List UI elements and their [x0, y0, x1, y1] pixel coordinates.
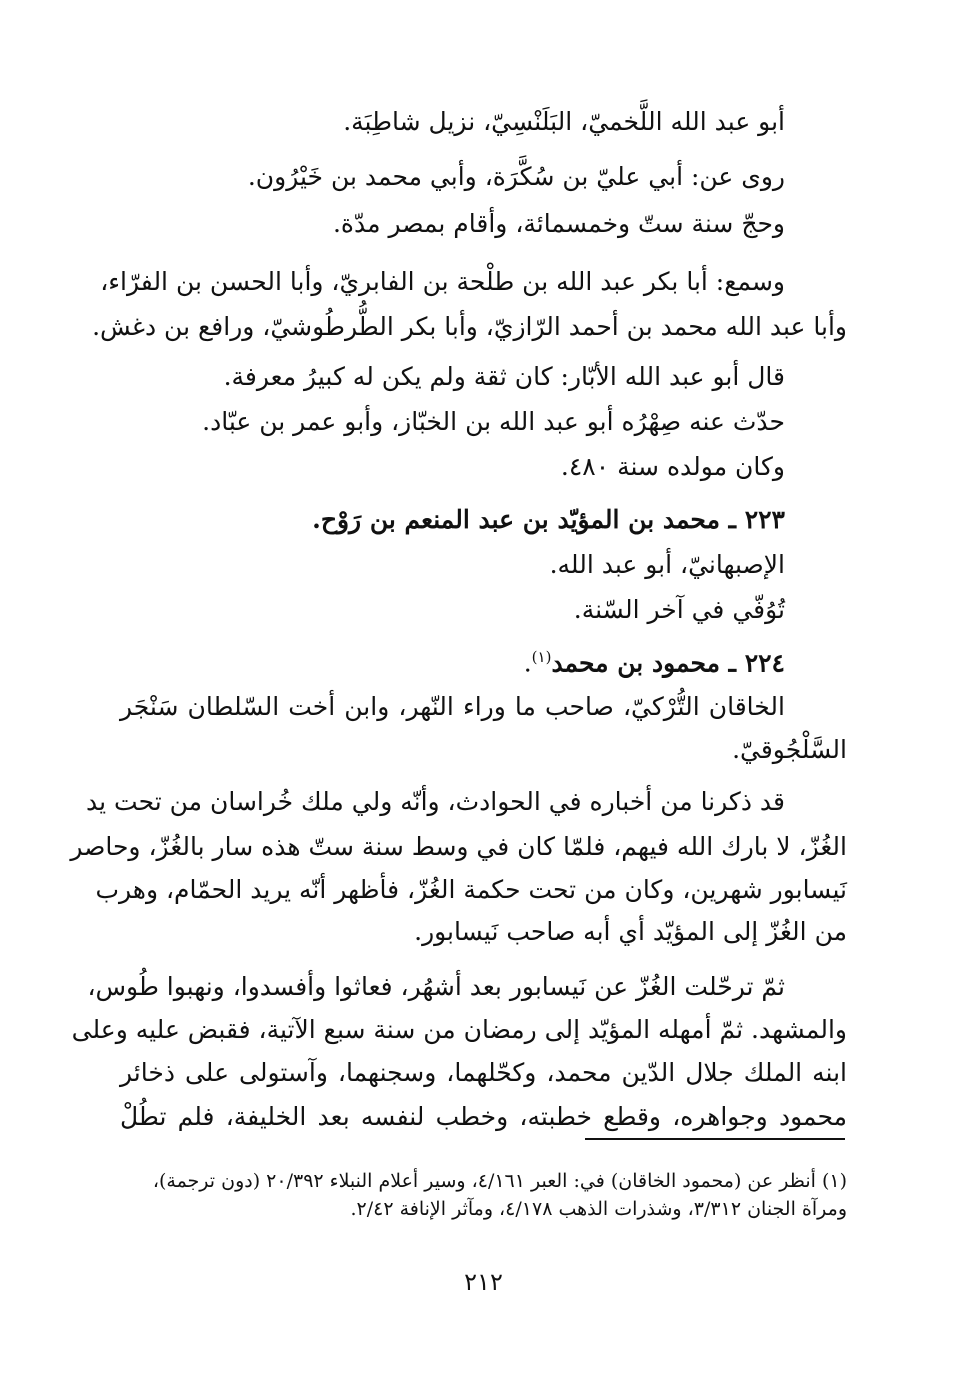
text-line: الإصبهانيّ، أبو عبد الله. — [549, 550, 785, 579]
footnote-marker: (١) — [531, 648, 552, 666]
text-line: وحجّ سنة ستّ وخمسمائة، وأقام بمصر مدّة. — [332, 209, 785, 238]
text-line: قد ذكرنا من أخباره في الحوادث، وأنّه ولي ملك خُراسان من تحت يد — [86, 787, 785, 816]
footnote-label: (١) — [821, 1170, 847, 1192]
footnote — [153, 1168, 847, 1194]
text-line: السَّلْجُوقيّ. — [732, 735, 847, 764]
text-line: وكان مولده سنة ٤٨٠. — [560, 452, 785, 481]
entry-heading: ٢٢٣ ـ محمد بن المؤيّد بن عبد المنعم بن رَوْح. — [312, 505, 785, 534]
footnote-continuation: ومرآة الجنان ٣/٣١٢، وشذرات الذهب ٤/١٧٨، ومآثر الإنافة ٢/٤٢. — [350, 1198, 847, 1220]
text-line: محمود وجواهره، وقطع خطبته، وخطب لنفسه بعد الخليفة، فلم تطُلْ — [120, 1102, 847, 1131]
text-line: حدّث عنه صِهْرُه أبو عبد الله بن الخبّاز، وأبو عمر بن عبّاد. — [202, 407, 785, 436]
footnote-divider — [585, 1138, 845, 1140]
text-line: قال أبو عبد الله الأبّار: كان ثقة ولم يكن له كبيرُ معرفة. — [223, 362, 785, 391]
text-line: وأبا عبد الله محمد بن أحمد الرّازيّ، وأبا بكر الطُّرطُوشيّ، ورافع بن دغش. — [92, 312, 847, 341]
text-line: ثمّ ترحّلت الغُزّ عن نَيسابور بعد أشهُر، فعاثوا وأفسدوا، ونهبوا طُوس، — [87, 972, 785, 1001]
footnote-text: أنظر عن (محمود الخاقان) في: العبر ٤/١٦١، وسير أعلام النبلاء ٢٠/٣٩٢ (دون ترجمة)، — [152, 1170, 816, 1192]
text-line: والمشهد. ثمّ أمهله المؤيّد إلى رمضان من سنة سبع الآتية، فقبض عليه وعلى — [71, 1015, 847, 1044]
text-line: من الغُزّ إلى المؤيّد أي أبه صاحب نَيسابور. — [414, 917, 847, 946]
page-number: ٢١٢ — [464, 1268, 503, 1296]
text-line: أبو عبد الله اللَّخميّ، البَلَنْسِيّ، نزيل شاطِبَة. — [343, 107, 785, 136]
text-line: الخاقان التُّرْكيّ، صاحب ما وراء النّهر، وابن أخت السّلطان سَنْجَر — [120, 692, 785, 721]
text-line: تُوُفّي في آخر السّنة. — [573, 595, 785, 624]
entry-heading-text: ٢٢٤ ـ محمود بن محمد — [551, 648, 785, 678]
entry-heading-end: . — [523, 648, 532, 678]
text-line: ابنه الملك جلال الدّين محمد، وكحّلهما، وسجنهما، وآستولى على ذخائر — [120, 1058, 847, 1087]
text-line: روى عن: أبي عليّ بن سُكَّرَة، وأبي محمد بن خَيْرُون. — [247, 162, 785, 191]
text-line: الغُزّ، لا بارك الله فيهم، فلمّا كان في وسط سنة ستّ هذه سار بالغُزّ، وحاصر — [70, 832, 847, 861]
entry-heading — [524, 640, 785, 680]
text-line: نَيسابور شهرين، وكان من تحت حكمة الغُزّ، فأظهر أنّه يريد الحمّام، وهرب — [95, 875, 847, 904]
text-line: وسمع: أبا بكر عبد الله بن طلْحة بن الفابريّ، وأبا الحسن بن الفرّاء، — [100, 267, 785, 296]
